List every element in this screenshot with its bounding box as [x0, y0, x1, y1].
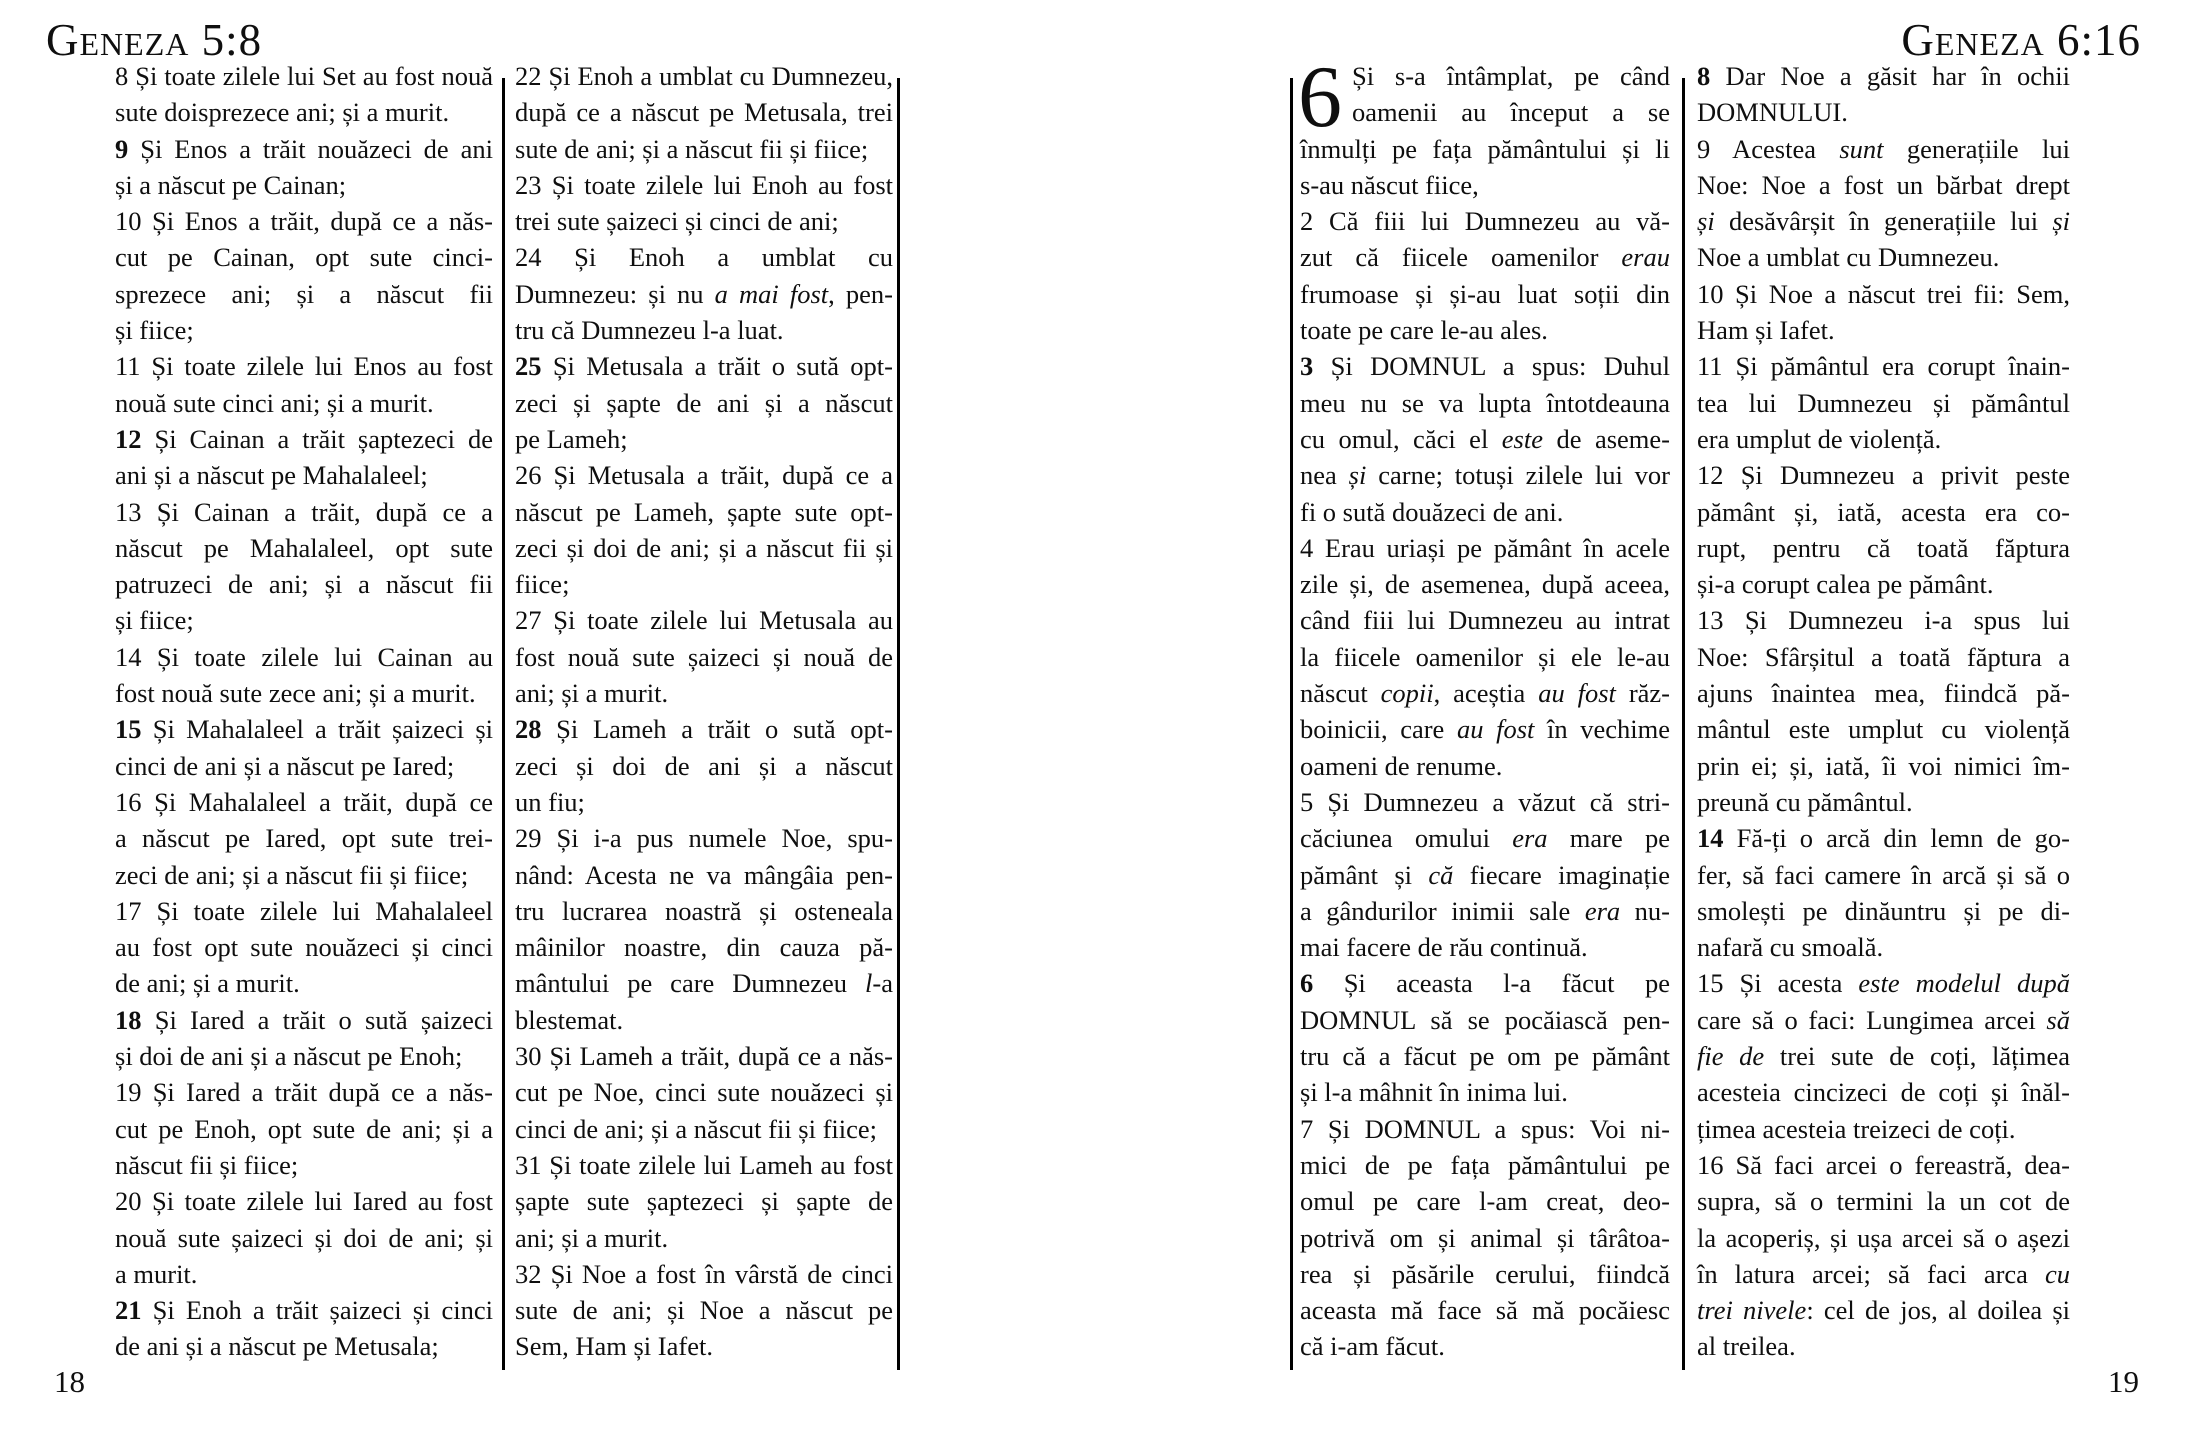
verse-text-line: ajuns înaintea mea, fiindcă pă- — [1697, 678, 2070, 709]
verse-text-line: fi o sută douăzeci de ani. — [1300, 496, 1564, 527]
verse-text-line: nând: Acesta ne va mângâia pen- — [515, 859, 893, 890]
verse-text-line: ani și a născut pe Mahalaleel; — [115, 460, 428, 491]
verse-text-line: 15 Și acesta este modelul după — [1697, 968, 2071, 999]
verse-text-line: 14 Fă-ți o arcă din lemn de go- — [1697, 823, 2070, 854]
verse-text-line: 31 Și toate zilele lui Lameh au fost — [515, 1149, 893, 1180]
verse-text-line: sute de ani; și Noe a născut pe — [515, 1295, 893, 1326]
column-divider-rule — [502, 78, 505, 1370]
verse-text-line: DOMNUL să se pocăiască pen- — [1300, 1004, 1670, 1035]
verse-text-line: nouă sute șaizeci și doi de ani; și — [115, 1222, 493, 1253]
verse-text-line: și doi de ani și a născut pe Enoh; — [115, 1041, 463, 1072]
verse-text-line: născut pe Lameh, șapte sute opt- — [515, 496, 893, 527]
verse-text-line: tru că a făcut pe om pe pământ — [1300, 1041, 1670, 1072]
verse-text-line: născut fii și fiice; — [115, 1149, 299, 1180]
verse-text-line: ani; și a murit. — [515, 678, 669, 709]
column-divider-rule — [1682, 78, 1685, 1370]
verse-text-line: mântului pe care Dumnezeu l-a — [515, 968, 893, 999]
verse-text-line: Noe: Sfârșitul a toată făptura a — [1697, 641, 2070, 672]
verse-text-line: când fiii lui Dumnezeu au intrat — [1300, 605, 1670, 636]
verse-text-line: mâinilor noastre, din cauza pă- — [515, 932, 893, 963]
verse-text-line: a murit. — [115, 1258, 198, 1289]
left-page-column-2 — [515, 58, 893, 1365]
verse-text-line: 10 Și Noe a născut trei fii: Sem, — [1697, 278, 2070, 309]
verse-text-line: născut copii, aceștia au fost răz- — [1300, 678, 1670, 709]
verse-text-line: 23 Și toate zilele lui Enoh au fost — [515, 169, 893, 200]
verse-text-line: 28 Și Lameh a trăit o sută opt- — [515, 714, 893, 745]
right-page-column-2 — [1697, 58, 2070, 1365]
verse-text-line: tru că Dumnezeu l-a luat. — [515, 315, 784, 346]
page-number-left: 18 — [54, 1364, 85, 1399]
verse-text-line: fer, să faci camere în arcă și să o — [1697, 859, 2070, 890]
verse-text-line: 25 Și Metusala a trăit o sută opt- — [515, 351, 893, 382]
verse-text-line: cut pe Noe, cinci sute nouăzeci și — [515, 1077, 893, 1108]
verse-text-line: de ani; și a murit. — [115, 968, 300, 999]
verse-text-line: cut pe Cainan, opt sute cinci- — [115, 242, 493, 273]
verse-text-line: și desăvârșit în generațiile lui și — [1697, 206, 2070, 237]
verse-text-line: 18 Și Iared a trăit o sută șaizeci — [115, 1004, 493, 1035]
verse-text-line: sprezece ani; și a născut fii — [115, 278, 493, 309]
verse-text-line: căciunea omului era mare pe — [1300, 823, 1670, 854]
verse-text-line: rea și păsările cerului, fiindcă — [1300, 1258, 1670, 1289]
verse-text-line: aceasta mă face să mă pocăiesc — [1300, 1295, 1670, 1326]
verse-text-line: cu omul, căci el este de aseme- — [1300, 423, 1670, 454]
page-number-right: 19 — [2108, 1364, 2139, 1399]
verse-text-line: 7 Și DOMNUL a spus: Voi ni- — [1300, 1113, 1670, 1144]
verse-text-line: șapte sute șaptezeci și șapte de — [515, 1186, 893, 1217]
verse-text-line: un fiu; — [515, 786, 585, 817]
verse-text-line: a născut pe Iared, opt sute trei- — [115, 823, 493, 854]
verse-text-line: mici de pe fața pământului pe — [1300, 1149, 1670, 1180]
verse-text-line: de ani și a născut pe Metusala; — [115, 1331, 439, 1362]
verse-text-line: pământ și că fiecare imaginație — [1300, 859, 1670, 890]
verse-text-line: înmulți pe fața pământului și li — [1300, 133, 1670, 164]
verse-text-line: născut pe Mahalaleel, opt sute — [115, 532, 493, 563]
verse-text-line: și l-a mâhnit în inima lui. — [1300, 1077, 1568, 1108]
gutter-rule-left-page — [897, 78, 900, 1370]
verse-text-line: 27 Și toate zilele lui Metusala au — [515, 605, 893, 636]
right-page-column-1 — [1298, 49, 1671, 1365]
verse-text-line: și a născut pe Cainan; — [115, 169, 347, 200]
verse-text-line: 6 Și aceasta l-a făcut pe — [1300, 968, 1670, 999]
verse-text-line: 32 Și Noe a fost în vârstă de cinci — [515, 1258, 893, 1289]
verse-text-line: frumoase și și-au luat soții din — [1300, 278, 1670, 309]
verse-text-line: că i-am făcut. — [1300, 1331, 1445, 1362]
verse-text-line: 24 Și Enoh a umblat cu — [515, 242, 893, 273]
verse-text-line: meu nu se va lupta întotdeauna — [1300, 387, 1670, 418]
verse-text-line: cinci de ani și a născut pe Iared; — [115, 750, 455, 781]
verse-text-line: sute doisprezece ani; și a murit. — [115, 97, 450, 128]
verse-text-line: 26 Și Metusala a trăit, după ce a — [515, 460, 893, 491]
verse-text-line: supra, să o termini la un cot de — [1697, 1186, 2070, 1217]
verse-text-line: zile și, de asemenea, după aceea, — [1300, 569, 1670, 600]
verse-text-line: 12 Și Cainan a trăit șaptezeci de — [115, 423, 493, 454]
verse-text-line: 21 Și Enoh a trăit șaizeci și cinci — [115, 1295, 493, 1326]
verse-text-line: zeci și doi de ani; și a născut fii și — [515, 532, 893, 563]
verse-text-line: nafară cu smoală. — [1697, 932, 1884, 963]
verse-text-line: rupt, pentru că toată făptura — [1697, 532, 2070, 563]
verse-text-line: 9 Acestea sunt generațiile lui — [1697, 133, 2070, 164]
verse-text-line: fiice; — [515, 569, 570, 600]
verse-text-line: potrivă om și animal și târâtoa- — [1300, 1222, 1670, 1253]
verse-text-line: fost nouă sute șaizeci și nouă de — [515, 641, 893, 672]
verse-text-line: la acoperiș, și ușa arcei să o așezi — [1697, 1222, 2070, 1253]
verse-text-line: oamenii au început a se — [1352, 97, 1670, 128]
verse-text-line: era umplut de violență. — [1697, 423, 1942, 454]
left-page-column-1 — [115, 58, 493, 1365]
verse-text-line: 12 Și Dumnezeu a privit peste — [1697, 460, 2070, 491]
verse-text-line: fie de trei sute de coți, lățimea — [1697, 1041, 2071, 1072]
chapter-number-dropcap: 6 — [1298, 49, 1342, 146]
verse-text-line: zeci și doi de ani și a născut — [515, 750, 893, 781]
verse-text-line: 14 Și toate zilele lui Cainan au — [115, 641, 493, 672]
verse-text-line: 11 Și toate zilele lui Enos au fost — [115, 351, 493, 382]
verse-text-line: mai facere de rău continuă. — [1300, 932, 1588, 963]
verse-text-line: 30 Și Lameh a trăit, după ce a năs- — [515, 1041, 893, 1072]
verse-text-line: cut pe Enoh, opt sute de ani; și a — [115, 1113, 493, 1144]
verse-text-line: zut că fiicele oamenilor erau — [1300, 242, 1670, 273]
verse-text-line: Noe: Noe a fost un bărbat drept — [1697, 169, 2070, 200]
verse-text-line: 17 Și toate zilele lui Mahalaleel — [115, 895, 493, 926]
verse-text-line: preună cu pământul. — [1697, 786, 1913, 817]
verse-text-line: au fost opt sute nouăzeci și cinci — [115, 932, 493, 963]
verse-text-line: 3 Și DOMNUL a spus: Duhul — [1300, 351, 1670, 382]
gutter-rule-right-page — [1290, 78, 1293, 1370]
verse-text-line: mântul este umplut cu violență — [1697, 714, 2070, 745]
verse-text-line: și-a corupt calea pe pământ. — [1697, 569, 1994, 600]
verse-text-line: 10 Și Enos a trăit, după ce a năs- — [115, 206, 493, 237]
verse-text-line: oameni de renume. — [1300, 750, 1503, 781]
verse-text-line: Și s-a întâmplat, pe când — [1352, 61, 1670, 91]
verse-text-line: smolești pe dinăuntru și pe di- — [1697, 895, 2070, 926]
verse-text-line: acesteia cincizeci de coți și înăl- — [1697, 1077, 2070, 1108]
verse-text-line: s-au născut fiice, — [1300, 169, 1479, 200]
verse-text-line: patruzeci de ani; și a născut fii — [115, 569, 493, 600]
verse-text-line: DOMNULUI. — [1697, 97, 1848, 128]
verse-text-line: 19 Și Iared a trăit după ce a năs- — [115, 1077, 493, 1108]
verse-text-line: zeci de ani; și a născut fii și fiice; — [115, 859, 469, 890]
verse-text-line: tea lui Dumnezeu și pământul — [1697, 387, 2070, 418]
verse-text-line: pământ și, iată, acesta era co- — [1697, 496, 2070, 527]
verse-text-line: 20 Și toate zilele lui Iared au fost — [115, 1186, 493, 1217]
verse-text-line: 16 Să faci arcei o fereastră, dea- — [1697, 1149, 2070, 1180]
verse-text-line: tru lucrarea noastră și osteneala — [515, 895, 893, 926]
verse-text-line: zeci și șapte de ani și a născut — [515, 387, 893, 418]
verse-text-line: fost nouă sute zece ani; și a murit. — [115, 678, 476, 709]
verse-text-line: 8 Și toate zilele lui Set au fost nouă — [115, 61, 493, 91]
verse-text-line: blestemat. — [515, 1004, 624, 1035]
verse-text-line: 13 Și Cainan a trăit, după ce a — [115, 496, 493, 527]
verse-text-line: al treilea. — [1697, 1331, 1796, 1362]
verse-text-line: nea și carne; totuși zilele lui vor — [1300, 460, 1671, 491]
verse-text-line: 5 Și Dumnezeu a văzut că stri- — [1300, 786, 1670, 817]
verse-text-line: Noe a umblat cu Dumnezeu. — [1697, 242, 2000, 273]
verse-text-line: nouă sute cinci ani; și a murit. — [115, 387, 434, 418]
running-head-right: Geneza 6:16 — [1901, 15, 2141, 65]
verse-text-line: în latura arcei; să faci arca cu — [1697, 1258, 2070, 1289]
verse-text-line: 15 Și Mahalaleel a trăit șaizeci și — [115, 714, 493, 745]
verse-text-line: 8 Dar Noe a găsit har în ochii — [1697, 61, 2070, 91]
verse-text-line: sute de ani; și a născut fii și fiice; — [515, 133, 869, 164]
verse-text-line: și fiice; — [115, 315, 194, 346]
verse-text-line: trei sute șaizeci și cinci de ani; — [515, 206, 839, 237]
verse-text-line: trei nivele: cel de jos, al doilea și — [1697, 1295, 2070, 1326]
verse-text-line: Dumnezeu: și nu a mai fost, pen- — [515, 278, 893, 309]
verse-text-line: Sem, Ham și Iafet. — [515, 1331, 713, 1362]
verse-text-line: 2 Că fiii lui Dumnezeu au vă- — [1300, 206, 1670, 237]
verse-text-line: toate pe care le-au ales. — [1300, 315, 1548, 346]
verse-text-line: 11 Și pământul era corupt înain- — [1697, 351, 2070, 382]
verse-text-line: 4 Erau uriași pe pământ în acele — [1300, 532, 1670, 563]
verse-text-line: ani; și a murit. — [515, 1222, 669, 1253]
verse-text-line: Ham și Iafet. — [1697, 315, 1835, 346]
verse-text-line: 22 Și Enoh a umblat cu Dumnezeu, — [515, 61, 893, 91]
verse-text-line: prin ei; și, iată, îi voi nimici îm- — [1697, 750, 2070, 781]
verse-text-line: 13 Și Dumnezeu i-a spus lui — [1697, 605, 2070, 636]
running-head-left: Geneza 5:8 — [46, 15, 263, 65]
verse-text-line: a gândurilor inimii sale era nu- — [1300, 895, 1670, 926]
verse-text-line: 16 Și Mahalaleel a trăit, după ce — [115, 786, 493, 817]
verse-text-line: 29 Și i-a pus numele Noe, spu- — [515, 823, 893, 854]
verse-text-line: omul pe care l-am creat, deo- — [1300, 1186, 1670, 1217]
verse-text-line: la fiicele oamenilor și ele le-au — [1300, 641, 1670, 672]
verse-text-line: și fiice; — [115, 605, 194, 636]
verse-text-line: după ce a născut pe Metusala, trei — [515, 97, 893, 128]
verse-text-line: pe Lameh; — [515, 423, 628, 454]
verse-text-line: cinci de ani; și a născut fii și fiice; — [515, 1113, 878, 1144]
verse-text-line: care să o faci: Lungimea arcei să — [1697, 1004, 2070, 1035]
verse-text-line: țimea acesteia treizeci de coți. — [1697, 1113, 2016, 1144]
verse-text-line: 9 Și Enos a trăit nouăzeci de ani — [115, 133, 493, 164]
verse-text-line: boinicii, care au fost în vechime — [1300, 714, 1670, 745]
